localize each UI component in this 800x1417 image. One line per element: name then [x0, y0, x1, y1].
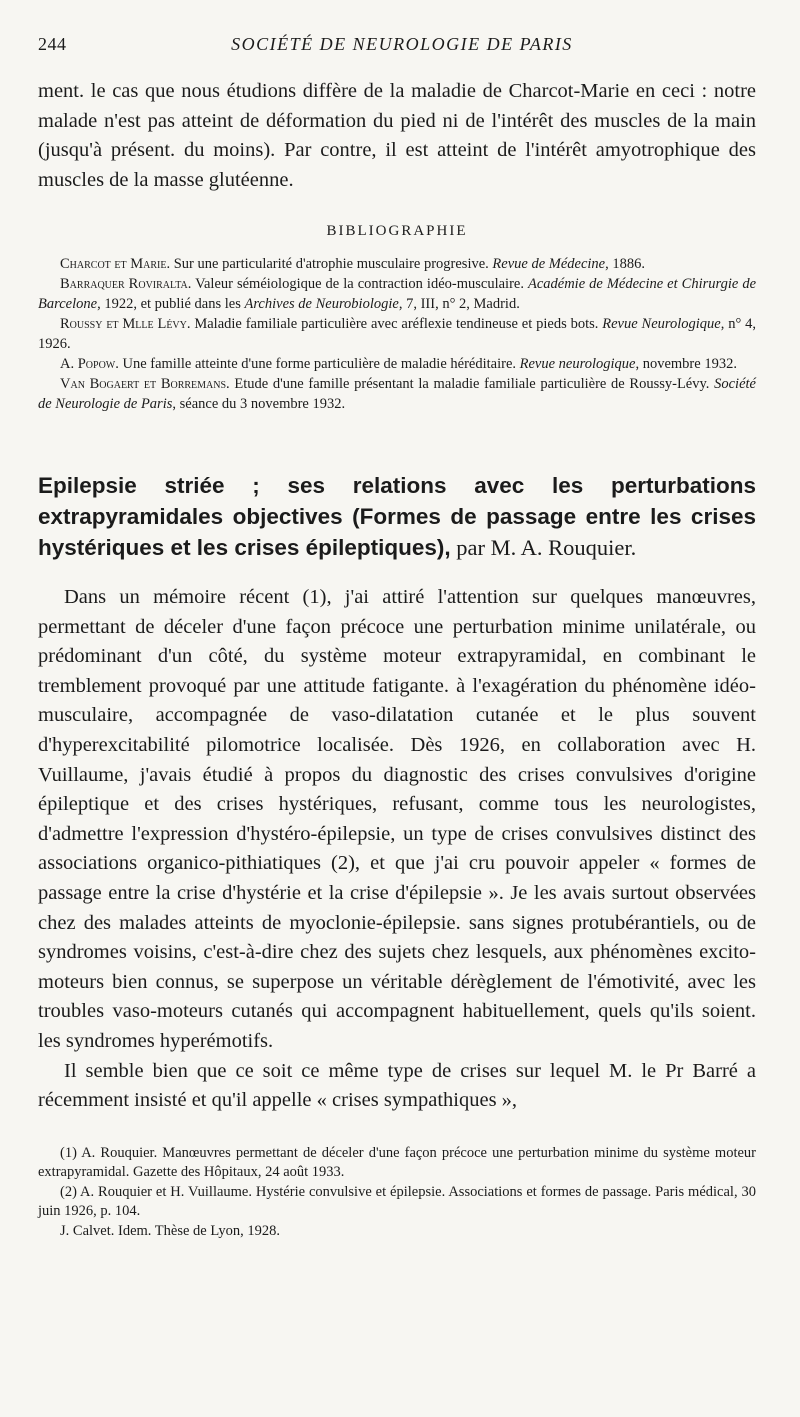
- article-title: Epilepsie striée ; ses relations avec les perturbations extrapyramidales objectives (Formes de passage entre les crises hystériques et les crises épileptiques), par M. A. Rouquier.: [38, 473, 756, 560]
- bibliography-title: BIBLIOGRAPHIE: [326, 223, 468, 239]
- footnote: (1) A. Rouquier. Manœuvres permettant de déceler d'une façon précoce une perturbation minime du système moteur extrapyramidal. Gazette des Hôpitaux, 24 août 1933.: [38, 1144, 756, 1181]
- article-byline: par M. A. Rouquier.: [450, 535, 637, 560]
- bib-entry: Charcot et Marie. Sur une particularité d'atrophie musculaire progresive. Revue de Médecine, 1886.: [60, 256, 645, 272]
- running-title: SOCIÉTÉ DE NEUROLOGIE DE PARIS: [231, 34, 573, 54]
- article-paragraph: Dans un mémoire récent (1), j'ai attiré l'attention sur quelques manœuvres, permettant de déceler d'une façon précoce une perturbation minime unilatérale, ou prédominant d'un côté, du système moteur extrapyramidal, en combinant le tremblement provoqué par une attitude fatigante. à l'exagération du phénomène idéo-musculaire, accompagnée de vaso-dilatation cutanée et le plus souvent d'hyperexcitabilité pilomotrice localisée. Dès 1926, en collaboration avec H. Vuillaume, j'avais étudié à propos du diagnostic des crises convulsives d'origine épileptique et des crises hystériques, refusant, comme tous les neurologistes, d'admettre l'expression d'hystéro-épilepsie, un type de crises convulsives distinct des associations organico-pithiatiques (2), et que j'ai cru pouvoir appeler « formes de passage entre la crise d'hystérie et la crise d'épilepsie ». Je les avais surtout observées chez des malades atteints de myoclonie-épilepsie. sans signes protubérantiels, ou de syndromes voisins, c'est-à-dire chez des sujets chez lesquels, aux phénomènes excito-moteurs bien connus, se superpose un véritable dérèglement de l'émotivité, avec les troubles vaso-moteurs cutanés qui accompagnent habituellement, quels qu'ils soient. les syndromes hyperémotifs.: [38, 586, 756, 1052]
- bib-entry: Roussy et Mlle Lévy. Maladie familiale particulière avec aréflexie tendineuse et pieds bots. Revue Neurologique, n° 4, 1926.: [38, 316, 756, 352]
- bib-entry: Barraquer Roviralta. Valeur séméiologique de la contraction idéo-musculaire. Académie de Médecine et Chirurgie de Barcelone, 1922, et publié dans les Archives de Neurobiologie, 7, III, n° 2, Madrid.: [38, 276, 757, 312]
- page-header: [38, 34, 756, 55]
- footnote: (2) A. Rouquier et H. Vuillaume. Hystérie convulsive et épilepsie. Associations et formes de passage. Paris médical, 30 juin 1926, p. 104.: [38, 1183, 756, 1220]
- intro-paragraph: ment. le cas que nous étudions diffère de la maladie de Charcot-Marie en ceci : notre malade n'est pas atteint de déformation du pied ni de l'intérêt des muscles de la main (jusqu'à présent. du moins). Par contre, il est atteint de l'intérêt amyotrophique des muscles de la masse glutéenne.: [38, 80, 756, 191]
- page-number: 244: [38, 34, 67, 54]
- footnote: J. Calvet. Idem. Thèse de Lyon, 1928.: [60, 1222, 281, 1239]
- bib-entry: Van Bogaert et Borremans. Etude d'une famille présentant la maladie familiale particulière de Roussy-Lévy. Société de Neurologie de Paris, séance du 3 novembre 1932.: [38, 376, 756, 412]
- article-paragraph: Il semble bien que ce soit ce même type de crises sur lequel M. le Pr Barré a récemment insisté et qu'il appelle « crises sympathiques »,: [38, 1059, 756, 1112]
- bib-entry: A. Popow. Une famille atteinte d'une forme particulière de maladie héréditaire. Revue neurologique, novembre 1932.: [60, 356, 737, 372]
- bibliography-list: [38, 254, 756, 414]
- footnotes: [38, 1144, 756, 1242]
